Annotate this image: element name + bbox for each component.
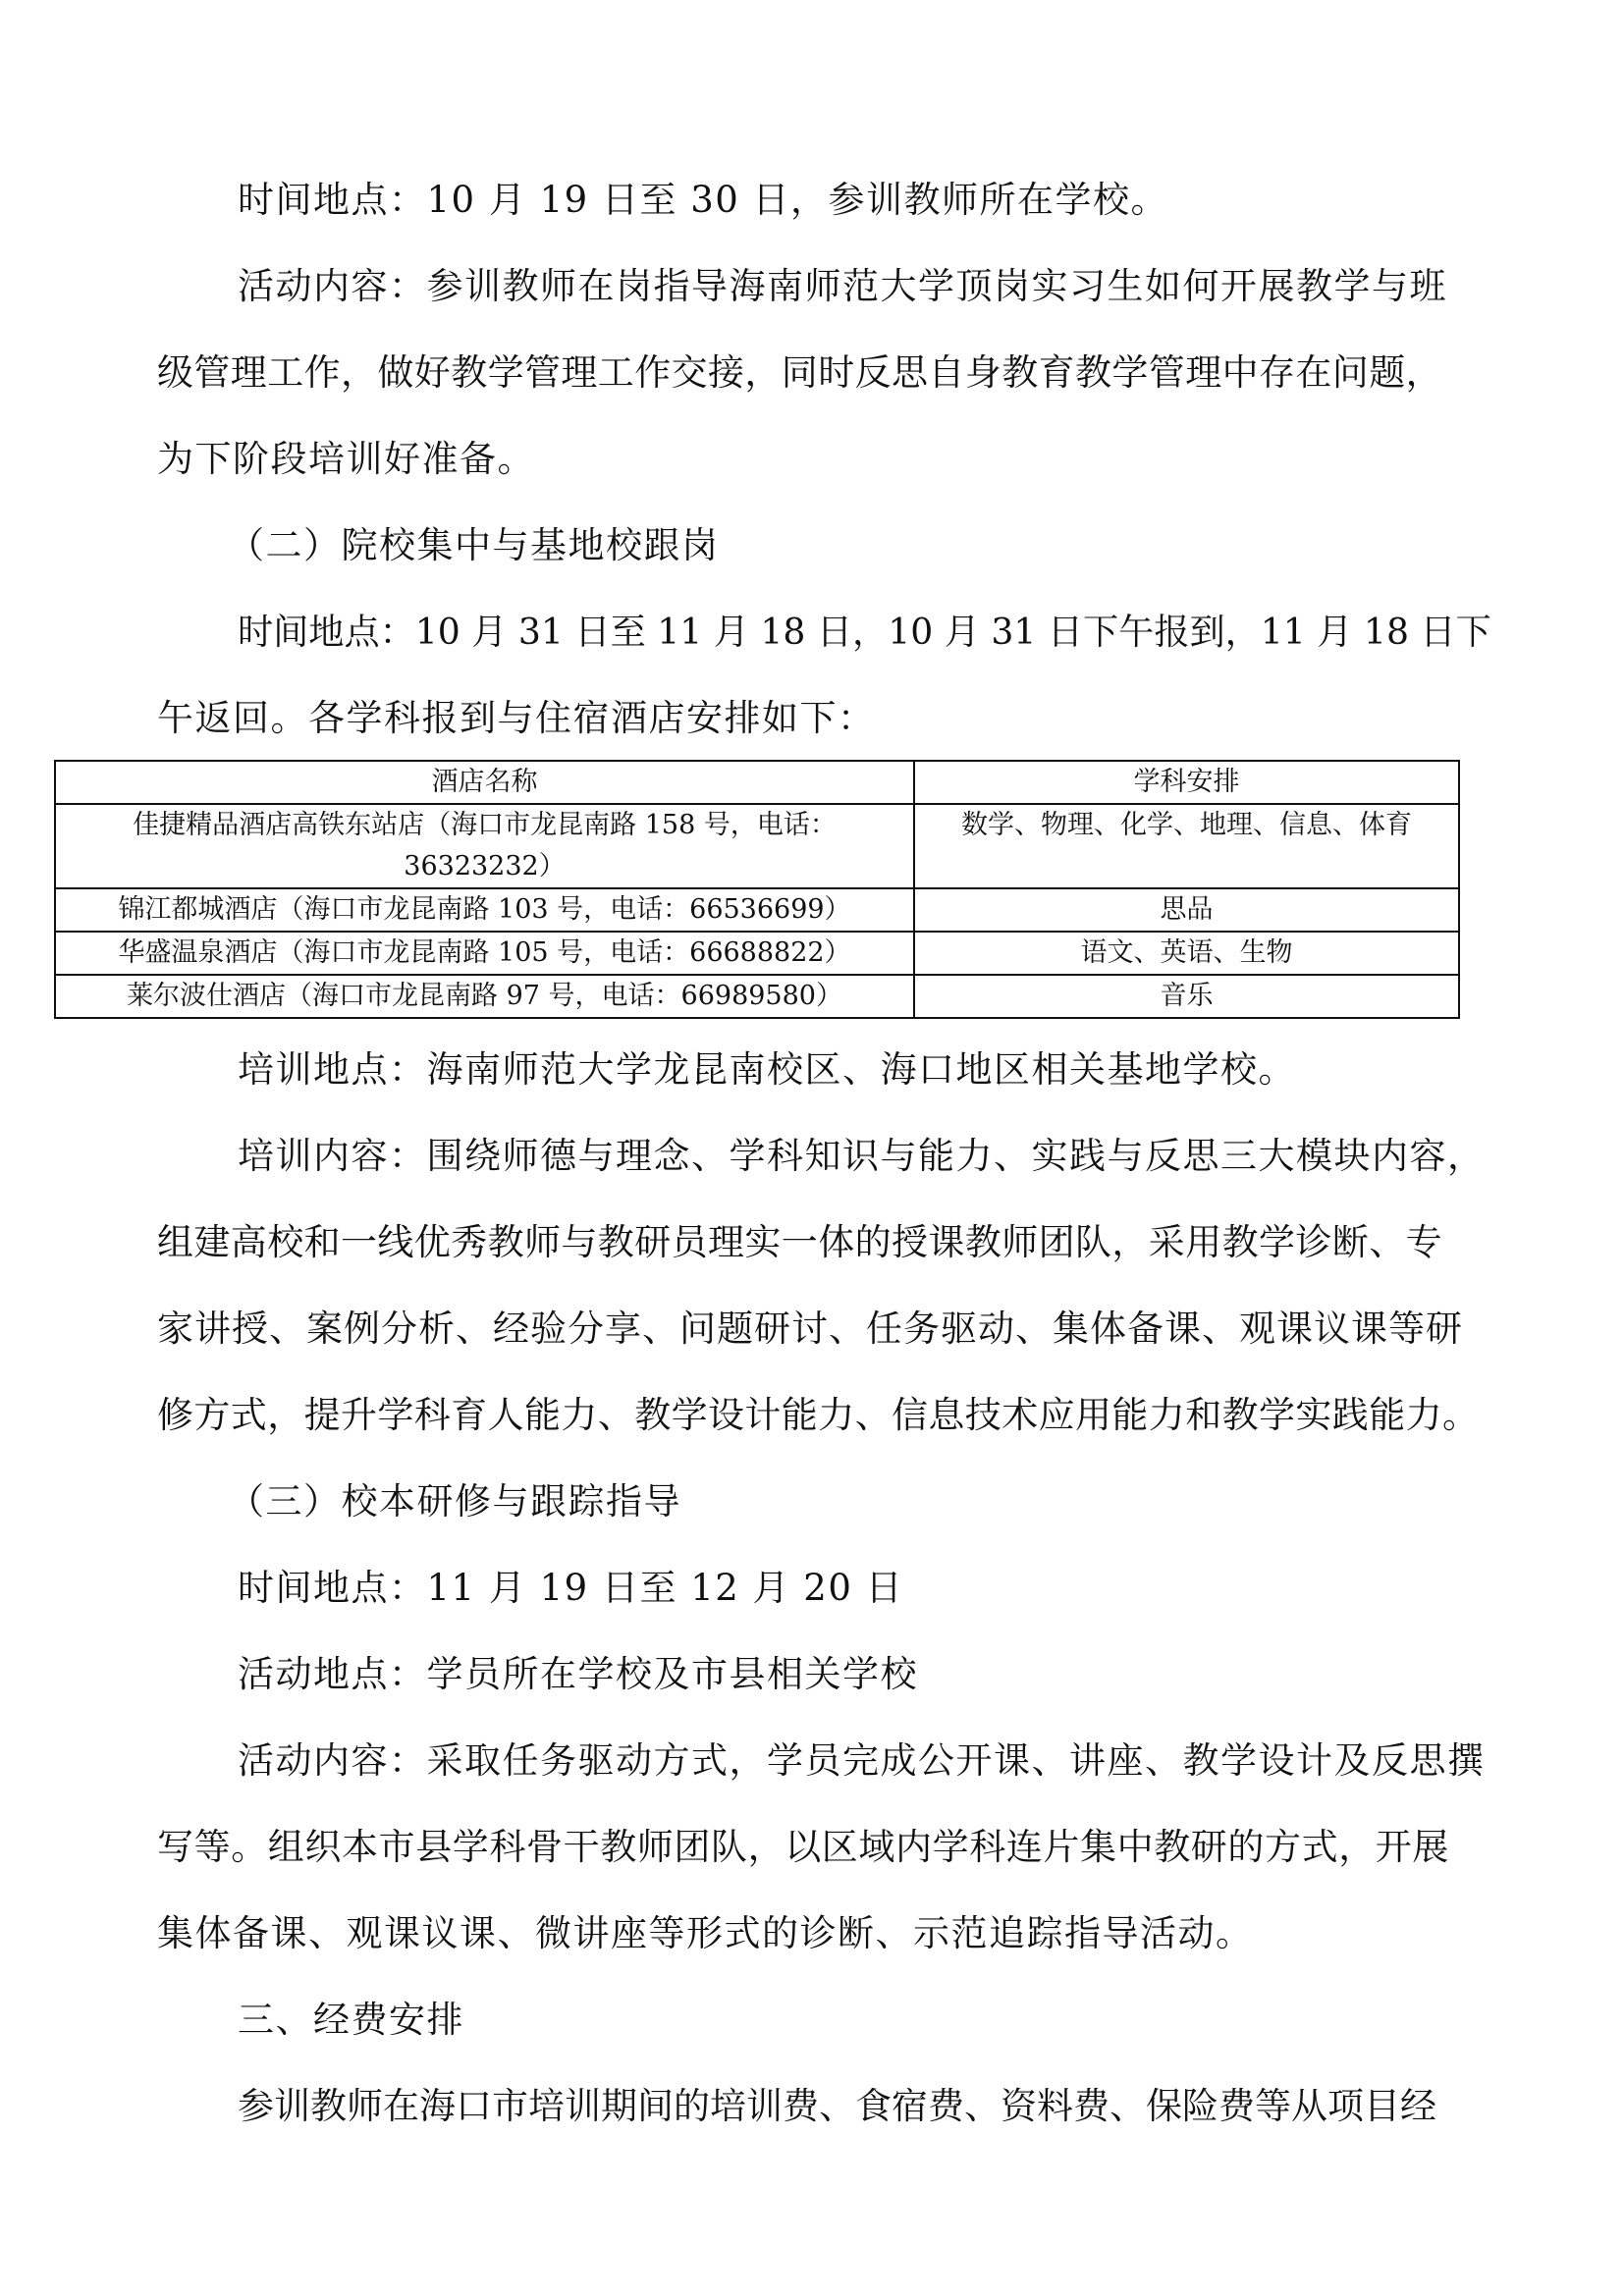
section-heading-3: （三）校本研修与跟踪指导 [228,1480,681,1522]
subjects-cell: 数学、物理、化学、地理、信息、体育 [914,804,1459,888]
table-row [55,888,1459,932]
section-funding-heading: 三、经费安排 [238,1999,464,2041]
schedule-time-place-3: 时间地点：11 月 19 日至 12 月 20 日 [238,1567,904,1609]
section-heading-2: （二）院校集中与基地校跟岗 [228,524,720,566]
activity-content-3-line1: 活动内容：采取任务驱动方式，学员完成公开课、讲座、教学设计及反思撰 [238,1739,1486,1782]
hotel-cell: 锦江都城酒店（海口市龙昆南路 103 号，电话：66536699） [55,888,914,932]
hotel-cell [55,804,914,888]
hotel-text-cont: 36323232） [404,851,566,881]
subjects-cell: 思品 [914,888,1459,932]
funding-line1: 参训教师在海口市培训期间的培训费、食宿费、资料费、保险费等从项目经 [238,2085,1436,2127]
table-row [55,804,1459,888]
subjects-cell: 语文、英语、生物 [914,932,1459,975]
activity-content-1-line3: 为下阶段培训好准备。 [157,438,535,480]
training-content-line2: 组建高校和一线优秀教师与教研员理实一体的授课教师团队，采用教学诊断、专 [157,1221,1442,1263]
schedule-time-place-2-line1: 时间地点：10 月 31 日至 11 月 18 日，10 月 31 日下午报到，11 月 18 日下 [238,611,1491,653]
subjects-cell: 音乐 [914,975,1459,1018]
training-content-line4: 修方式，提升学科育人能力、教学设计能力、信息技术应用能力和教学实践能力。 [157,1394,1480,1436]
header-hotel-name: 酒店名称 [55,761,914,804]
activity-content-1-line1: 活动内容：参训教师在岗指导海南师范大学顶岗实习生如何开展教学与班 [238,265,1447,307]
activity-content-3-line3: 集体备课、观课议课、微讲座等形式的诊断、示范追踪指导活动。 [157,1912,1254,1954]
activity-location: 活动地点：学员所在学校及市县相关学校 [238,1653,918,1695]
hotel-text: 佳捷精品酒店高铁东站店（海口市龙昆南路 158 号，电话： [133,810,837,840]
training-content-line1: 培训内容：围绕师德与理念、学科知识与能力、实践与反思三大模块内容， [238,1135,1486,1177]
schedule-time-place-2-line2: 午返回。各学科报到与住宿酒店安排如下： [157,697,876,739]
header-subjects: 学科安排 [914,761,1459,804]
table-row [55,932,1459,975]
table-header-row [55,761,1459,804]
training-location: 培训地点：海南师范大学龙昆南校区、海口地区相关基地学校。 [238,1048,1296,1091]
table-row [55,975,1459,1018]
training-content-line3: 家讲授、案例分析、经验分享、问题研讨、任务驱动、集体备课、观课议课等研 [157,1308,1463,1350]
hotel-table [54,760,1460,1019]
hotel-cell: 华盛温泉酒店（海口市龙昆南路 105 号，电话：66688822） [55,932,914,975]
activity-content-1-line2: 级管理工作，做好教学管理工作交接，同时反思自身教育教学管理中存在问题， [157,351,1442,394]
activity-content-3-line2: 写等。组织本市县学科骨干教师团队，以区域内学科连片集中教研的方式，开展 [157,1826,1449,1868]
schedule-time-place-1: 时间地点：10 月 19 日至 30 日，参训教师所在学校。 [238,179,1169,221]
hotel-cell: 莱尔波仕酒店（海口市龙昆南路 97 号，电话：66989580） [55,975,914,1018]
